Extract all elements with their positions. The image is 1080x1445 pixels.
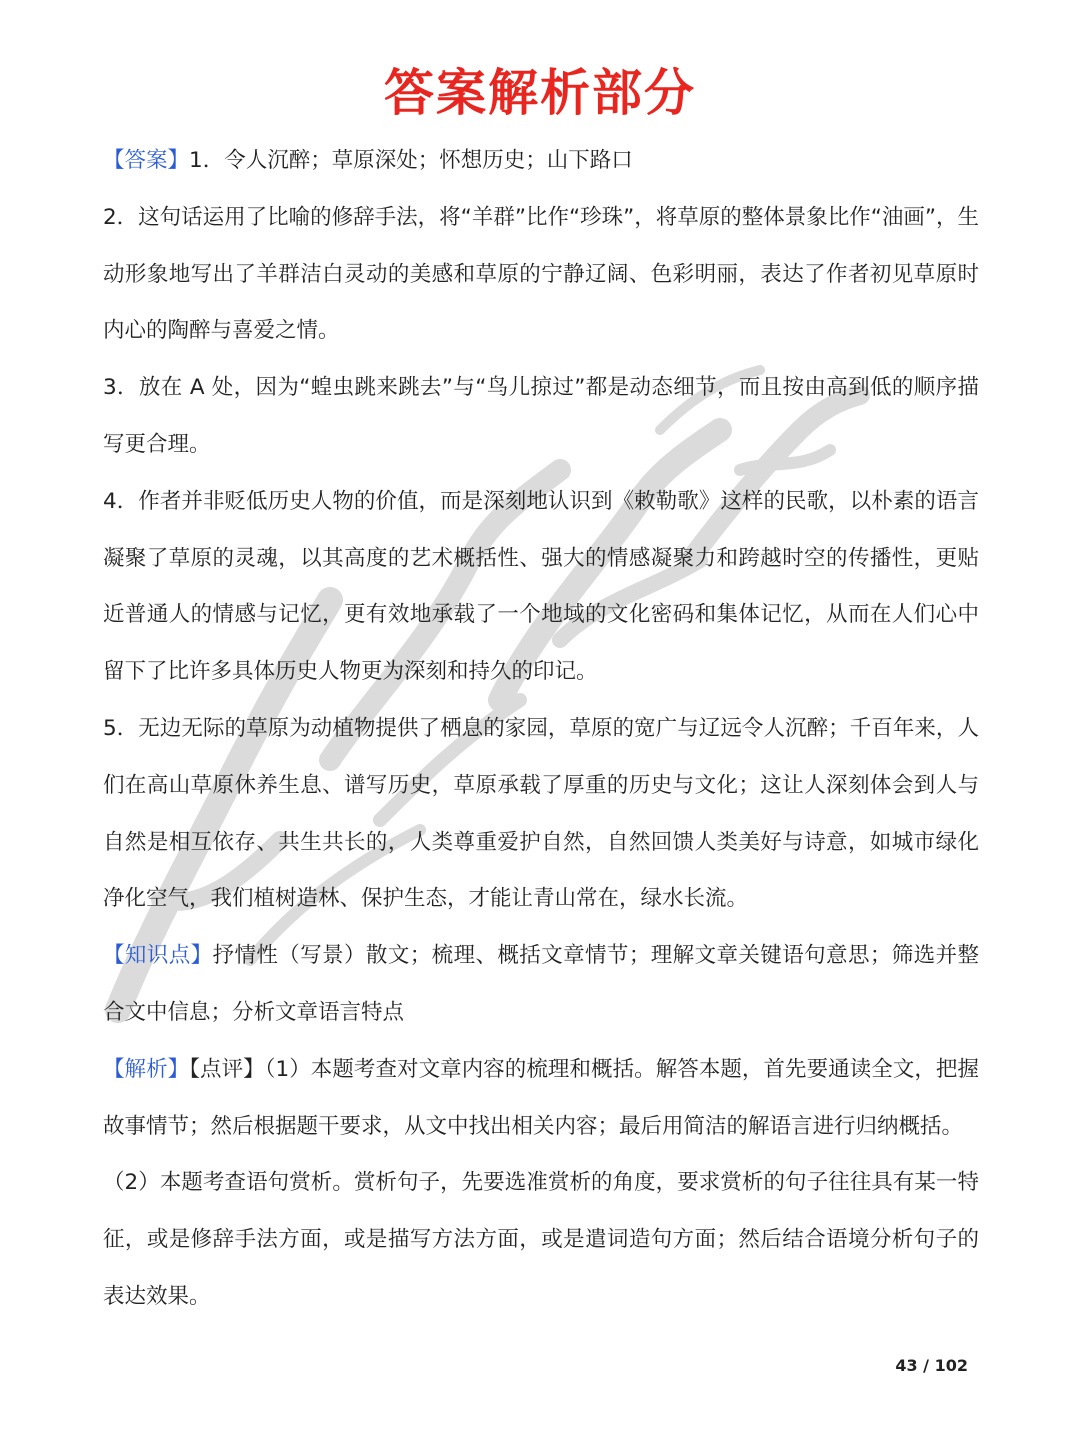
- analysis: [103, 1042, 979, 1156]
- analysis-tag: 【解析】: [103, 1056, 190, 1082]
- page-number: 43 / 102: [895, 1356, 968, 1375]
- answer-item-4: 4．作者并非贬低历史人物的价值，而是深刻地认识到《敕勒歌》这样的民歌，以朴素的语言凝聚了草原的灵魂，以其高度的艺术概括性、强大的情感凝聚力和跨越时空的传播性，更贴近普通人的情感与记忆，更有效地承载了一个地域的文化密码和集体记忆，从而在人们心中留下了比许多具体历史人物更为深刻和持久的印记。: [103, 488, 979, 685]
- knowledge-tag: 【知识点】: [103, 943, 213, 969]
- answer-item-5: 5．无边无际的草原为动植物提供了栖息的家园，草原的宽广与辽远令人沉醉；千百年来，人们在高山草原休养生息、谱写历史，草原承载了厚重的历史与文化；这让人深刻体会到人与自然是相互依存、共生共长的，人类尊重爱护自然，自然回馈人类美好与诗意，如城市绿化净化空气，我们植树造林、保护生态，才能让青山常在，绿水长流。: [103, 715, 979, 912]
- analysis-text: 【点评】（1）本题考查对文章内容的梳理和概括。解答本题，首先要通读全文，把握故事情节；然后根据题干要求，从文中找出相关内容；最后用简洁的解语言进行归纳概括。: [103, 1056, 979, 1139]
- answer-tag: 【答案】: [103, 148, 190, 173]
- answer-item-2: 2．这句话运用了比喻的修辞手法，将“羊群”比作“珍珠”，将草原的整体景象比作“油画”，生动形象地写出了羊群洁白灵动的美感和草原的宁静辽阔、色彩明丽，表达了作者初见草原时内心的陶醉与喜爱之情。: [103, 204, 980, 344]
- analysis-part-2: （2）本题考查语句赏析。赏析句子，先要选准赏析的角度，要求赏析的句子往往具有某一特征，或是修辞手法方面，或是描写方法方面，或是遣词造句方面；然后结合语境分析句子的表达效果。: [103, 1170, 979, 1309]
- page-title: 答案解析部分: [384, 64, 696, 122]
- answer-content: [103, 133, 979, 1326]
- answer-item-1: 1．令人沉醉；草原深处；怀想历史；山下路口: [189, 148, 633, 173]
- answer-line: [103, 133, 979, 190]
- knowledge-text: 抒情性（写景）散文；梳理、概括文章情节；理解文章关键语句意思；筛选并整合文中信息；分析文章语言特点: [103, 943, 979, 1025]
- answer-item-3: 3．放在 A 处，因为“蝗虫跳来跳去”与“鸟儿掠过”都是动态细节，而且按由高到低的顺序描写更合理。: [103, 375, 979, 457]
- knowledge-point: [103, 928, 979, 1042]
